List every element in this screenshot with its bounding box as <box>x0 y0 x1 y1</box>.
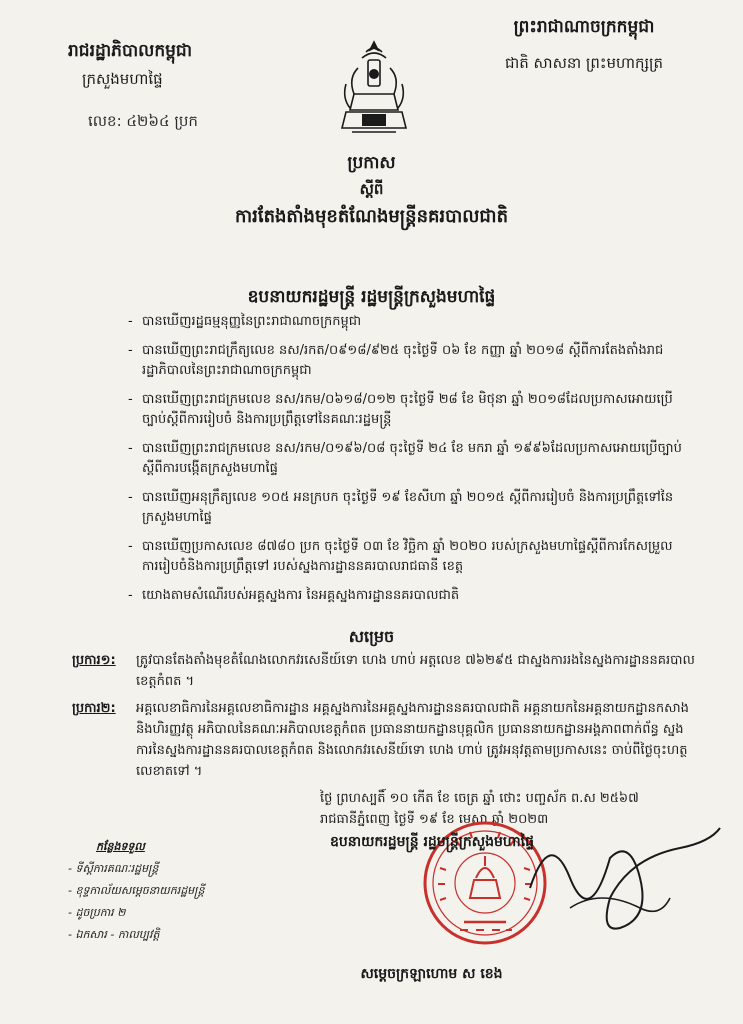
document-subject: ការតែងតាំងមុខតំណែងមន្ត្រីនគរបាលជាតិ <box>235 206 508 227</box>
signer-title: ឧបនាយករដ្ឋមន្ត្រី រដ្ឋមន្ត្រីក្រសួងមហាផ្ទៃ <box>330 834 535 850</box>
vises-list <box>128 312 688 615</box>
solar-date: រាជធានីភ្នំពេញ ថ្ងៃទី ១៩ ខែ មេសា ឆ្នាំ ២០២៣ <box>320 812 549 827</box>
article-2 <box>72 698 697 782</box>
vise-item: - បានឃើញអនុក្រឹត្យលេខ ១០៥ អនក្របក ចុះថ្ងៃទី ១៩ ខែសីហា ឆ្នាំ ២០១៥ ស្តីពីការរៀបចំ និងការប្រព្រឹត្តទៅនៃក្រសួងមហាផ្ទៃ <box>128 490 674 525</box>
articles-list <box>72 650 697 788</box>
recipients-list <box>68 836 204 946</box>
recipient-item: - ដូចប្រការ ២ <box>68 906 126 919</box>
vise-item: - យោងតាមសំណើរបស់អគ្គស្នងការ នៃអគ្គស្នងការដ្ឋាននគរបាលជាតិ <box>128 588 460 603</box>
reference-number: លេខ: ៤២៦៤ ប្រក <box>88 112 198 130</box>
recipient-item: - ឯកសារ - កាលប្បវត្តិ <box>68 928 160 941</box>
signer-name: សម្តេចក្រឡាហោម ស ខេង <box>360 966 503 982</box>
article-1 <box>72 650 697 692</box>
decision-heading: សម្រេច <box>348 627 395 646</box>
lunar-date: ថ្ងៃ ព្រហស្បតិ៍ ១០ កើត ខែ ចេត្រ ឆ្នាំ ថោះ បញ្ចស័ក ព.ស ២៥៦៧ <box>320 791 639 806</box>
national-motto: ជាតិ សាសនា ព្រះមហាក្សត្រ <box>504 54 664 72</box>
vise-item: - បានឃើញរដ្ឋធម្មនុញ្ញនៃព្រះរាជាណាចក្រកម្ពុជា <box>128 314 362 329</box>
royal-emblem-icon <box>332 38 416 144</box>
vise-item: - បានឃើញព្រះរាជក្រឹត្យលេខ នស/រកត/០៩១៨/៩២៥ ចុះថ្ងៃទី ០៦ ខែ កញ្ញា ឆ្នាំ ២០១៨ ស្តីពីការតែងតាំងរាជរដ្ឋាភិបាលនៃព្រះរាជាណាចក្រកម្ពុជា <box>128 343 664 378</box>
vise-item: - បានឃើញព្រះរាជក្រមលេខ នស/រកម/០៦១៨/០១២ ចុះថ្ងៃទី ២៨ ខែ មិថុនា ឆ្នាំ ២០១៨ដែលប្រកាសអោយប្រើច្បាប់ស្តីពីការរៀបចំ និងការប្រព្រឹត្តទៅនៃគណៈរដ្ឋមន្ត្រី <box>128 392 673 427</box>
kingdom-header: ព្រះរាជាណាចក្រកម្ពុជា <box>513 17 655 37</box>
document-about: ស្តីពី <box>359 180 384 198</box>
vise-item: - បានឃើញប្រកាសលេខ ៨៧៨០ ប្រក ចុះថ្ងៃទី ០៣ ខែ វិច្ឆិកា ឆ្នាំ ២០២០ របស់ក្រសួងមហាផ្ទៃស្តីពីការកែសម្រួលការរៀបចំនិងការប្រព្រឹត្តទៅ របស់ស្នងការដ្ឋាននគរបាលរាជធានី ខេត្ត <box>128 539 673 574</box>
recipients-heading: កន្លែងទទួល <box>96 840 145 853</box>
recipient-item: - ខុទ្ទកាល័យសម្តេចនាយករដ្ឋមន្ត្រី <box>68 884 205 897</box>
article-label: ប្រការ១: <box>72 653 116 668</box>
vise-item: - បានឃើញព្រះរាជក្រមលេខ នស/រកម/០១៩៦/០៨ ចុះថ្ងៃទី ២៤ ខែ មករា ឆ្នាំ ១៩៩៦ដែលប្រកាសអោយប្រើច្បាប់ស្តីពីការបង្កើតក្រសួងមហាផ្ទៃ <box>128 441 682 476</box>
ministry-subheader: ក្រសួងមហាផ្ទៃ <box>82 70 163 88</box>
issuer-title: ឧបនាយករដ្ឋមន្ត្រី រដ្ឋមន្ត្រីក្រសួងមហាផ្ទៃ <box>247 287 496 307</box>
article-label: ប្រការ២: <box>72 701 116 716</box>
document-type: ប្រកាស <box>347 153 396 173</box>
article-text: អគ្គលេខាធិការនៃអគ្គលេខាធិការដ្ឋាន អគ្គស្នងការនៃអគ្គស្នងការដ្ឋាននគរបាលជាតិ អគ្គនាយកនៃអគ្គនាយកដ្ឋានកសាង និងហិរញ្ញវត្ថុ អភិបាលនៃគណៈអភិបាលខេត្តកំពត ប្រធាននាយកដ្ឋានបុគ្គលិក ប្រធាននាយកដ្ឋានអង្គភាពពាក់ព័ន្ធ ស្នងការនៃស្នងការដ្ឋាននគរបាលខេត្តកំពត និងលោកវរសេនីយ៍ទោ ហេង ហាប់ ត្រូវអនុវត្តតាមប្រកាសនេះ ចាប់ពីថ្ងៃចុះហត្ថលេខាតទៅ ។ <box>136 701 689 779</box>
recipient-item: - ទីស្តីការគណៈរដ្ឋមន្ត្រី <box>68 862 159 875</box>
article-text: ត្រូវបានតែងតាំងមុខតំណែងលោកវរសេនីយ៍ទោ ហេង ហាប់ អត្តលេខ ៧៦២៩៥ ជាស្នងការរងនៃស្នងការដ្ឋាននគរបាលខេត្តកំពត ។ <box>136 653 695 689</box>
ministry-header: រាជរដ្ឋាភិបាលកម្ពុជា <box>68 41 193 61</box>
handwritten-signature <box>510 818 730 958</box>
